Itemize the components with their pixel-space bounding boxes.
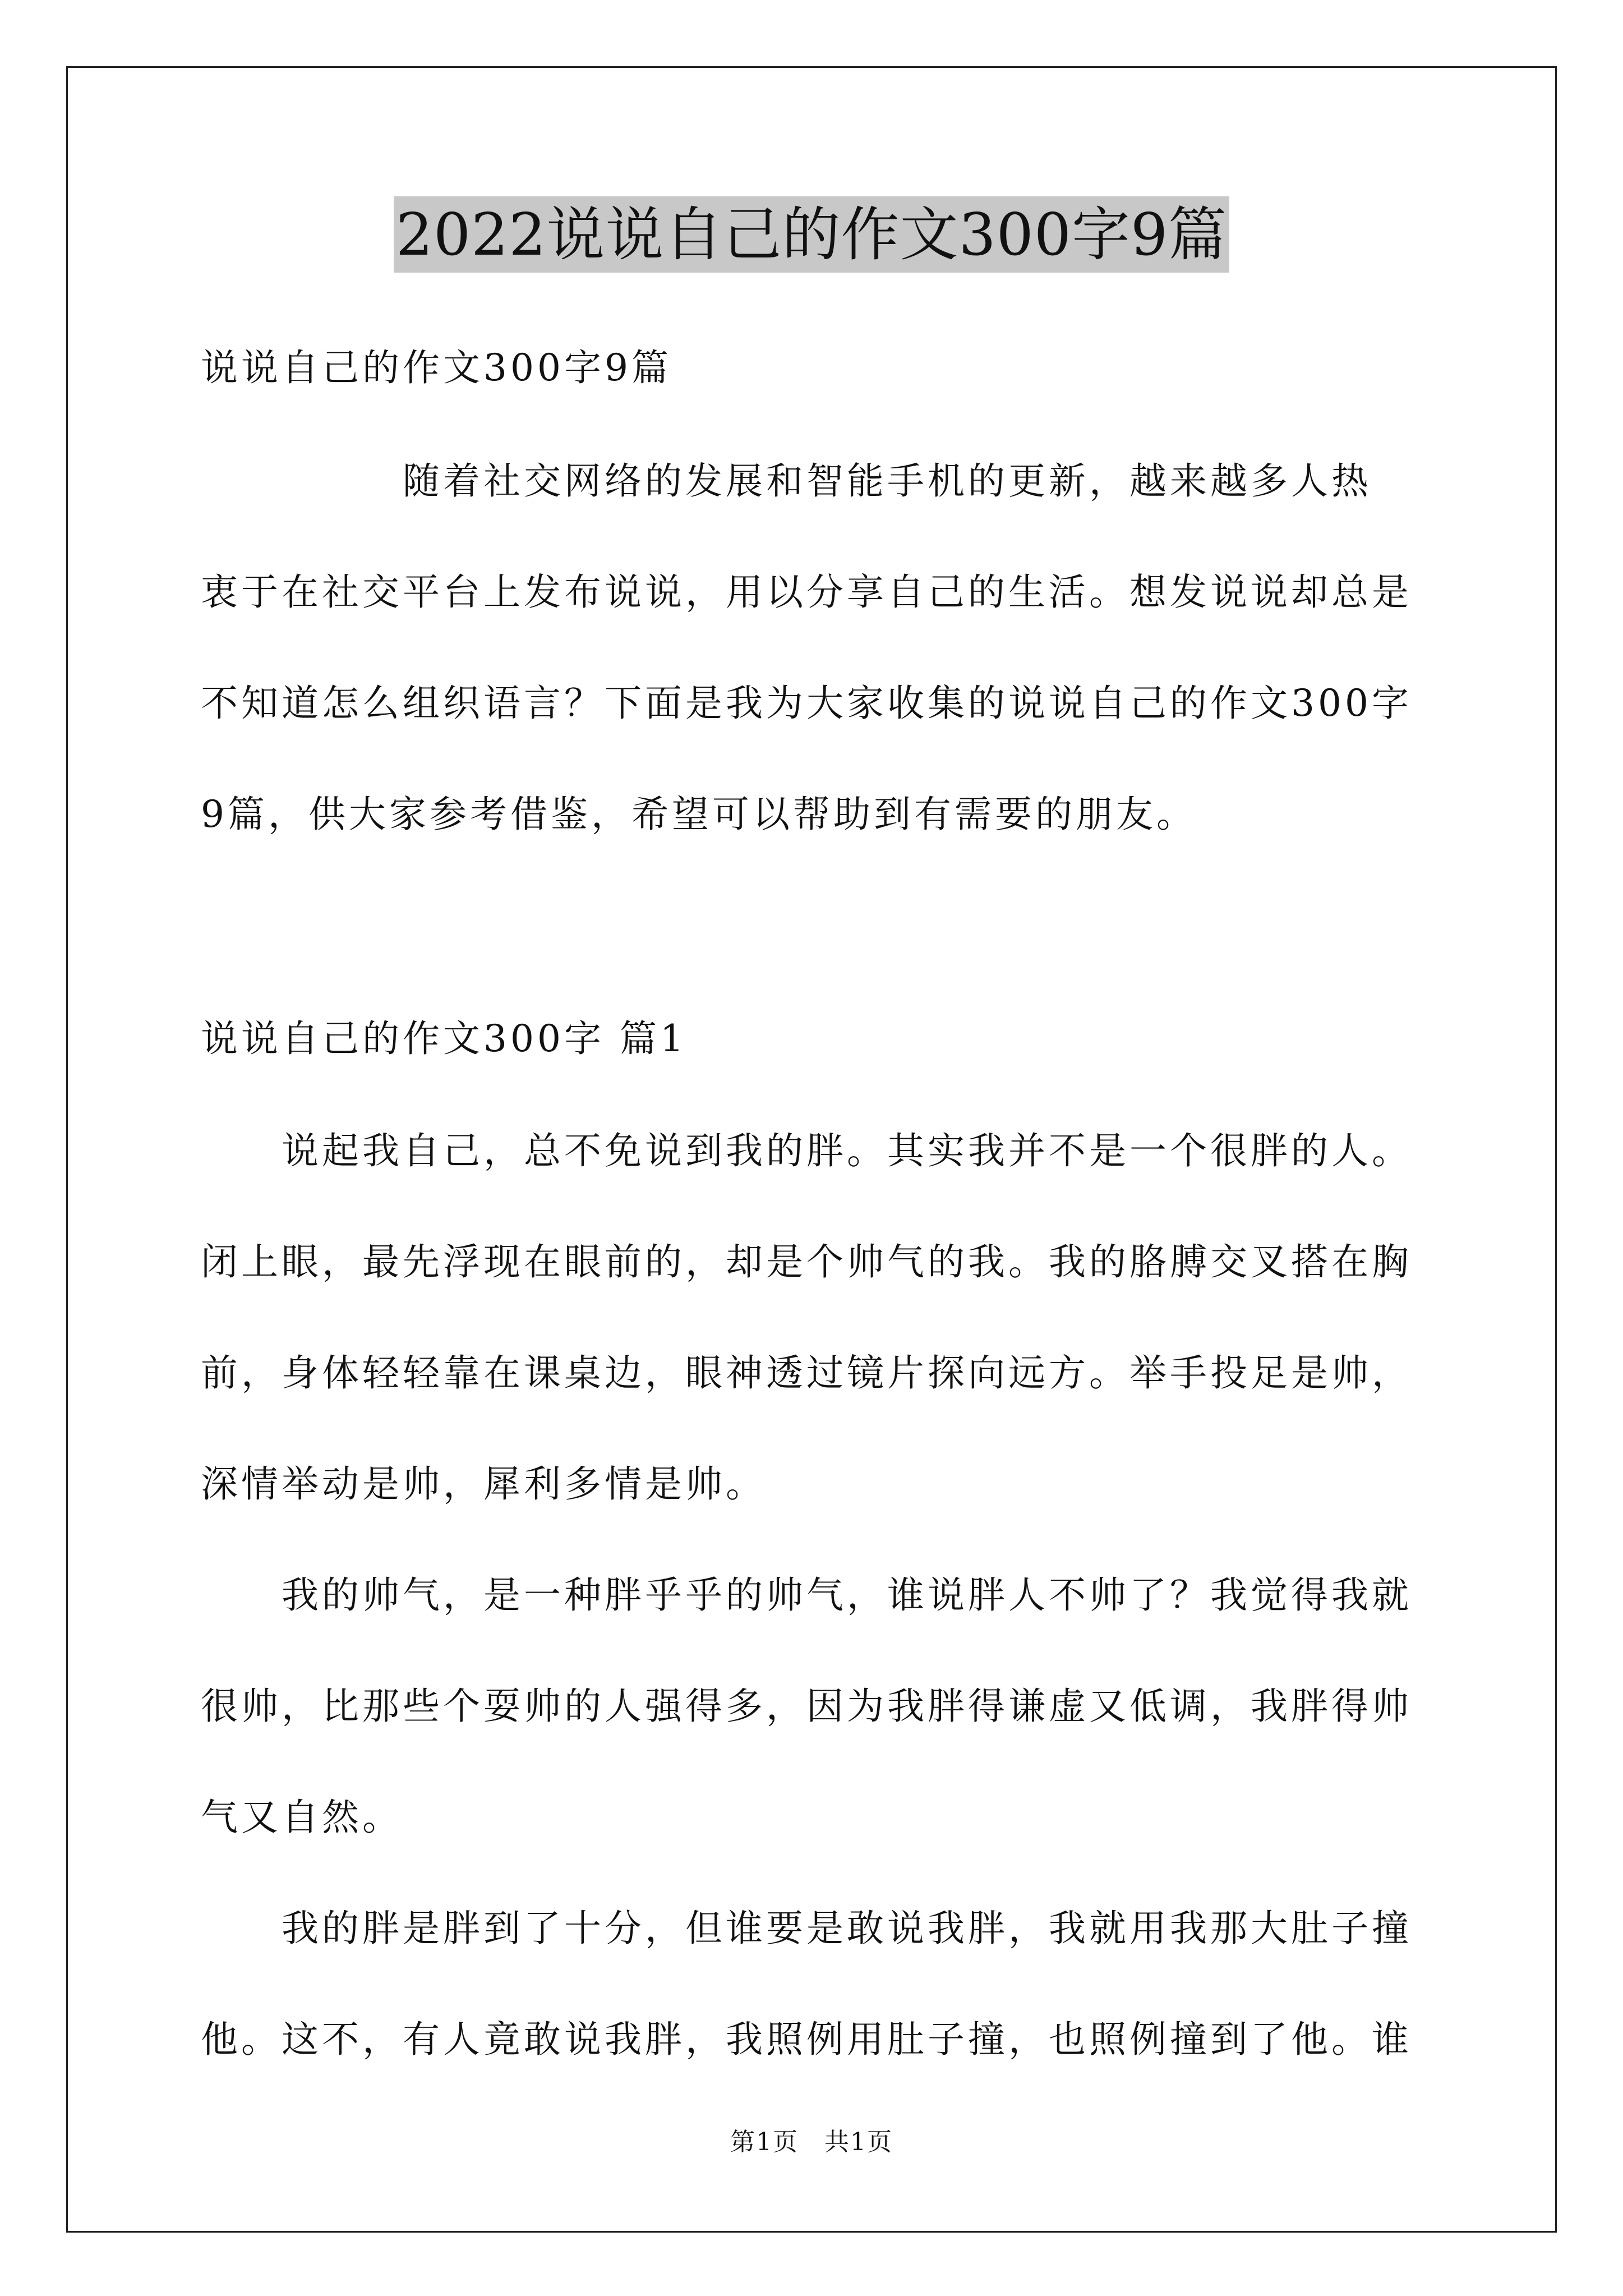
paragraph-line: 前，身体轻轻靠在课桌边，眼神透过镜片探向远方。举手投足是帅， (201, 1351, 1412, 1395)
paragraph-line: 气又自然。 (201, 1796, 403, 1839)
page-number-footer: 第1页 共1页 (730, 2128, 893, 2156)
intro-line: 衷于在社交平台上发布说说，用以分享自己的生活。想发说说却总是 (201, 570, 1412, 614)
intro-line: 不知道怎么组织语言？下面是我为大家收集的说说自己的作文300字 (201, 682, 1412, 725)
paragraph-line: 深情举动是帅，犀利多情是帅。 (201, 1462, 766, 1506)
paragraph-line: 我的帅气，是一种胖乎乎的帅气，谁说胖人不帅了？我觉得我就 (201, 1573, 1412, 1617)
paragraph-line: 他。这不，有人竟敢说我胖，我照例用肚子撞，也照例撞到了他。谁 (201, 2018, 1412, 2061)
title-container (0, 196, 1623, 273)
intro-line: 9篇，供大家参考借鉴，希望可以帮助到有需要的朋友。 (201, 793, 1197, 836)
paragraph-line: 闭上眼，最先浮现在眼前的，却是个帅气的我。我的胳膊交叉搭在胸 (201, 1240, 1412, 1283)
paragraph-line: 很帅，比那些个耍帅的人强得多，因为我胖得谦虚又低调，我胖得帅 (201, 1685, 1412, 1728)
section-heading: 说说自己的作文300字 篇1 (201, 1017, 687, 1060)
paragraph-line: 我的胖是胖到了十分，但谁要是敢说我胖，我就用我那大肚子撞 (201, 1907, 1412, 1950)
document-title: 2022说说自己的作文300字9篇 (394, 196, 1229, 273)
document-subtitle: 说说自己的作文300字9篇 (201, 346, 672, 389)
paragraph-line: 说起我自己，总不免说到我的胖。其实我并不是一个很胖的人。 (201, 1129, 1412, 1172)
intro-line: 随着社交网络的发展和智能手机的更新，越来越多人热 (201, 459, 1372, 503)
